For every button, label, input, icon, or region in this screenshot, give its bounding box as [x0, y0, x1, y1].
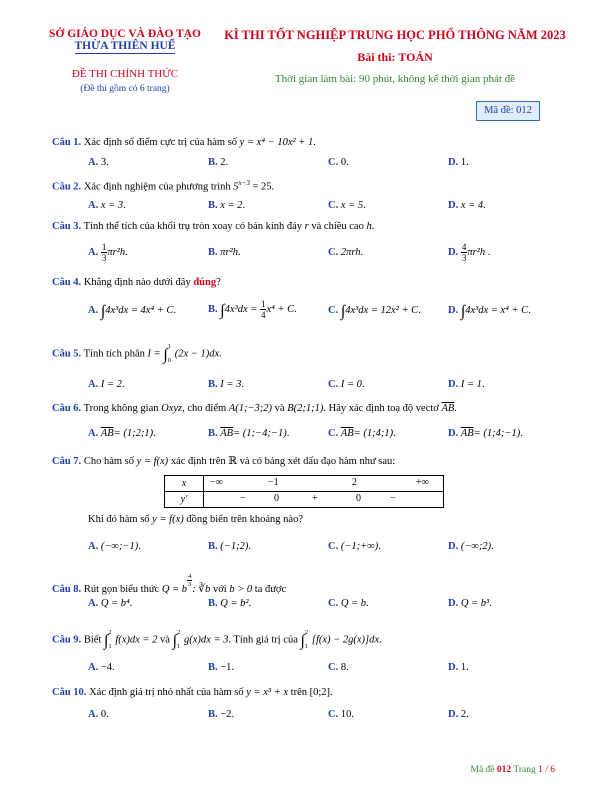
- option-label: C.: [328, 598, 339, 609]
- option-d[interactable]: D. ∫4x³dx = x⁴ + C.: [448, 303, 531, 320]
- sign: 0: [274, 493, 279, 504]
- denominator: 3: [101, 253, 107, 263]
- option-label: B.: [208, 662, 218, 673]
- denominator: 3: [188, 581, 192, 588]
- question-text: với: [212, 584, 227, 595]
- option-b[interactable]: B. (−1;2).: [208, 541, 251, 552]
- option-text: 0: [100, 709, 107, 720]
- option-label: C.: [328, 541, 339, 552]
- question-number: Câu 9.: [52, 634, 82, 646]
- numerator: 1: [101, 242, 107, 252]
- math: (2x − 1)dx: [174, 348, 220, 360]
- question-9: Câu 9. Biết ∫ 2 1 f(x)dx = 2 và ∫ 2 1 g(x)dx = 3. Tính giá trị của ∫ 2 1 [f(x) − 2g(x)]dx.: [52, 626, 382, 654]
- integral-limits: [168, 340, 175, 368]
- math: y = f(x): [136, 456, 169, 467]
- option-c[interactable]: C. x = 5.: [328, 200, 366, 211]
- option-label: B.: [208, 247, 218, 258]
- option-text: Q = b³: [460, 598, 490, 609]
- question-text: và: [274, 403, 285, 414]
- option-label: D.: [448, 709, 459, 720]
- option-b[interactable]: B. 2.: [208, 157, 229, 168]
- math: Q = b: [161, 584, 188, 595]
- question-7: [52, 455, 395, 467]
- option-text: x = 4: [460, 200, 484, 211]
- option-label: B.: [208, 200, 218, 211]
- punct: .: [371, 221, 375, 232]
- option-label: B.: [208, 379, 218, 390]
- option-a[interactable]: A. $\overline{AB}=$ (1;2;1).: [88, 428, 156, 439]
- option-text: 2πrh: [340, 247, 361, 258]
- integral-sign: ∫: [220, 301, 225, 319]
- option-text: 3: [100, 157, 107, 168]
- option-label: A.: [88, 709, 99, 720]
- question-2: [52, 179, 274, 193]
- option-a[interactable]: A. $\frac{1}{3}$ πr²h.: [88, 242, 128, 263]
- option-text: x = 2: [220, 200, 243, 211]
- subject: Bài thi: TOÁN: [357, 50, 433, 64]
- question-text: đồng biến trên khoảng nào?: [186, 514, 304, 525]
- option-label: D.: [448, 662, 459, 673]
- option-text: I = 2: [100, 379, 122, 390]
- vector: $\overline{AB}$: [100, 428, 114, 439]
- numerator: 1: [260, 299, 266, 309]
- option-label: A.: [88, 246, 99, 258]
- question-number: Câu 6.: [52, 403, 82, 414]
- denominator: 3: [461, 253, 467, 263]
- lower-limit: 1: [176, 643, 181, 650]
- question-number: Câu 4.: [52, 277, 82, 288]
- option-a[interactable]: A. −4.: [88, 662, 115, 673]
- option-label: D.: [448, 541, 459, 552]
- option-text: x = 5: [340, 200, 364, 211]
- emphasis: đúng: [193, 277, 217, 288]
- x-value: 2: [352, 477, 357, 488]
- option-d[interactable]: D. $\overline{AB}=$ (1;4;−1).: [448, 428, 523, 439]
- table-row: [165, 492, 444, 508]
- option-label: A.: [88, 598, 99, 609]
- option-text: 2: [220, 157, 226, 168]
- option-label: D.: [448, 379, 459, 390]
- option-text: 1: [460, 157, 467, 168]
- math: r: [304, 221, 309, 232]
- option-c[interactable]: C. 2πrh.: [328, 247, 364, 258]
- math: y = x³ + x: [246, 687, 289, 698]
- sign: 0: [356, 493, 361, 504]
- integral-sign: ∫: [163, 346, 168, 364]
- option-text: = (1;−4;−1): [233, 428, 287, 439]
- option-b[interactable]: B. ∫4x³dx = $\frac{1}{4}$ x⁴ + C.: [208, 299, 297, 320]
- vector: $\overline{AB}$: [340, 428, 354, 439]
- question-text: Xác định giá trị nhỏ nhất của hàm số: [89, 687, 244, 698]
- upper-limit: 1: [167, 343, 171, 350]
- integral-limits: [305, 626, 312, 654]
- option-label: A.: [88, 157, 99, 168]
- option-text: (−∞;2): [460, 541, 492, 552]
- math: Oxyz: [161, 403, 183, 414]
- option-label: A.: [88, 428, 99, 439]
- page-footer: [471, 765, 555, 775]
- footer-label: Mã đề: [470, 765, 495, 775]
- option-b[interactable]: B. x = 2.: [208, 200, 246, 211]
- punct: .: [454, 403, 457, 414]
- question-8: [52, 573, 286, 595]
- math: ℝ: [228, 456, 237, 467]
- option-text: 4x³dx = 12x² + C: [345, 305, 419, 316]
- question-text: Khi đó hàm số: [88, 514, 150, 525]
- option-a[interactable]: A. 3.: [88, 157, 109, 168]
- numerator: 4: [188, 573, 192, 580]
- integral-sign: ∫: [100, 303, 106, 320]
- question-number: Câu 5.: [52, 348, 82, 360]
- option-text: (−1;+∞): [340, 541, 379, 552]
- option-label: D.: [448, 246, 459, 258]
- lower-limit: 0: [167, 357, 171, 364]
- punct: ?: [216, 277, 221, 288]
- option-d[interactable]: D. I = 1.: [448, 379, 485, 390]
- math: y = f(x): [152, 514, 184, 525]
- option-text: πr²h: [107, 246, 126, 258]
- option-b[interactable]: B. −1.: [208, 662, 235, 673]
- option-d[interactable]: D. $\frac{4}{3}$ πr²h .: [448, 242, 491, 263]
- math: : ∛b: [192, 584, 211, 595]
- option-text: x = 3: [100, 200, 124, 211]
- sign: −: [240, 493, 246, 504]
- pages-note: (Đề thi gồm có 6 trang): [80, 84, 170, 94]
- time-note: Thời gian làm bài: 90 phút, không kể thời gian phát đề: [274, 73, 516, 85]
- question-text: xác định trên: [170, 456, 226, 467]
- option-label: C.: [328, 200, 339, 211]
- header-right: [215, 28, 575, 85]
- punct: .: [313, 137, 316, 148]
- question-text: . Tính giá trị của: [228, 634, 298, 646]
- question-number: Câu 2.: [52, 181, 82, 193]
- option-text: 0: [340, 157, 347, 168]
- question-10: [52, 687, 333, 698]
- question-number: Câu 8.: [52, 584, 82, 595]
- option-label: A.: [88, 662, 99, 673]
- question-text: và: [160, 634, 170, 646]
- option-label: A.: [88, 305, 99, 316]
- math: [0;2]: [309, 687, 331, 698]
- option-text: πr²h: [220, 247, 239, 258]
- option-b[interactable]: B. πr²h.: [208, 247, 241, 258]
- question-text: , cho điểm: [182, 403, 227, 414]
- question-4: [52, 277, 221, 288]
- vector: $\overline{AB}$: [441, 403, 455, 414]
- option-d[interactable]: D. (−∞;2).: [448, 541, 494, 552]
- option-c[interactable]: C. I = 0.: [328, 379, 365, 390]
- x-value: −1: [268, 477, 279, 488]
- math: = 25: [252, 181, 272, 193]
- question-7-follow: [88, 514, 303, 525]
- integral-sign: ∫: [103, 632, 109, 650]
- exam-title: KÌ THI TỐT NGHIỆP TRUNG HỌC PHỔ THÔNG NĂM 2023: [224, 28, 566, 42]
- upper-limit: 2: [176, 629, 181, 636]
- option-c[interactable]: C. (−1;+∞).: [328, 541, 381, 552]
- option-d[interactable]: D. Q = b³.: [448, 598, 492, 609]
- question-text: Xác định nghiệm của phương trình: [83, 181, 231, 193]
- option-b[interactable]: B. Q = b².: [208, 598, 252, 609]
- question-text: Trong không gian: [83, 403, 159, 414]
- punct: .: [330, 687, 333, 698]
- option-d[interactable]: D. x = 4.: [448, 200, 486, 211]
- option-text: = (1;2;1): [113, 428, 154, 439]
- vector: $\overline{AB}$: [220, 428, 234, 439]
- footer-label: Trang: [513, 765, 536, 775]
- option-text: πr²h: [467, 246, 486, 258]
- math: B(2;1;1): [287, 403, 324, 414]
- dept-line2: THỪA THIÊN HUẾ: [74, 40, 176, 52]
- option-text: = (1;4;−1): [473, 428, 521, 439]
- option-label: B.: [208, 541, 218, 552]
- option-text: Q = b²: [220, 598, 249, 609]
- option-text: Q = b: [340, 598, 367, 609]
- sign-table: [164, 475, 444, 508]
- option-text: −1: [220, 662, 232, 673]
- option-text: −4: [100, 662, 113, 673]
- option-label: D.: [448, 200, 459, 211]
- option-a[interactable]: A. 0.: [88, 709, 109, 720]
- integral-sign: ∫: [460, 303, 466, 320]
- option-text: 1: [460, 662, 467, 673]
- footer-code: 012: [496, 765, 512, 775]
- option-label: B.: [208, 157, 218, 168]
- option-label: B.: [208, 709, 218, 720]
- question-5: Câu 5. Tính tích phân I = ∫ 1 0 (2x − 1)dx.: [52, 340, 222, 368]
- question-number: Câu 10.: [52, 687, 87, 698]
- option-a[interactable]: A. Q = b⁴.: [88, 598, 133, 609]
- integral-sign: ∫: [300, 632, 305, 650]
- option-d[interactable]: D. 1.: [448, 662, 469, 673]
- upper-limit: 2: [108, 629, 112, 636]
- option-c[interactable]: C. 8.: [328, 662, 349, 673]
- question-text: ta được: [254, 584, 287, 595]
- math: f(x)dx = 2: [115, 634, 158, 646]
- option-text: 2: [460, 709, 467, 720]
- option-a[interactable]: A. I = 2.: [88, 379, 125, 390]
- table-header: x: [165, 476, 204, 492]
- option-label: B.: [208, 598, 218, 609]
- option-text: I = 0: [340, 379, 362, 390]
- vector: $\overline{AB}$: [460, 428, 474, 439]
- option-label: A.: [88, 541, 99, 552]
- math: h: [366, 221, 372, 232]
- option-a[interactable]: A. ∫4x³dx = 4x⁴ + C.: [88, 303, 177, 320]
- option-text: (−1;2): [220, 541, 249, 552]
- question-1: [52, 137, 316, 148]
- option-text: I = 3: [220, 379, 242, 390]
- question-number: Câu 7.: [52, 456, 82, 467]
- table-row: [165, 476, 444, 492]
- lower-limit: 1: [108, 643, 112, 650]
- option-label: C.: [328, 157, 339, 168]
- option-text: = (1;4;1): [353, 428, 394, 439]
- x-value: −∞: [210, 477, 223, 488]
- sign: −: [390, 493, 396, 504]
- math-exponent: x−3: [238, 179, 250, 187]
- table-header: y′: [165, 492, 204, 508]
- official-label: ĐỀ THI CHÍNH THỨC: [71, 68, 179, 80]
- question-text: Rút gọn biểu thức: [83, 584, 160, 595]
- question-6: [52, 403, 457, 414]
- option-text: 4x³dx =: [224, 303, 258, 315]
- question-text: và chiều cao: [311, 221, 364, 232]
- sign: +: [312, 493, 318, 504]
- x-value: +∞: [416, 477, 429, 488]
- option-label: D.: [448, 428, 459, 439]
- option-c[interactable]: C. 10.: [328, 709, 354, 720]
- option-b[interactable]: B. I = 3.: [208, 379, 244, 390]
- option-label: A.: [88, 379, 99, 390]
- question-text: Xác định số điểm cực trị của hàm số: [83, 137, 238, 148]
- option-text: I = 1: [460, 379, 482, 390]
- question-text: và có bảng xét dấu đạo hàm như sau:: [239, 456, 396, 467]
- lower-limit: 1: [304, 643, 309, 650]
- option-text: x⁴ + C: [266, 303, 295, 315]
- option-label: A.: [88, 200, 99, 211]
- upper-limit: 2: [304, 629, 309, 636]
- exam-code-box: Mã đề: 012: [476, 101, 540, 121]
- question-text: Biết: [83, 634, 102, 646]
- option-c[interactable]: C. Q = b.: [328, 598, 369, 609]
- question-text: Cho hàm số: [83, 456, 134, 467]
- question-3: [52, 221, 374, 232]
- option-label: C.: [328, 379, 339, 390]
- denominator: 4: [260, 310, 266, 320]
- option-c[interactable]: C. $\overline{AB}=$ (1;4;1).: [328, 428, 396, 439]
- option-a[interactable]: A. (−∞;−1).: [88, 541, 141, 552]
- math: I =: [147, 348, 161, 360]
- table-cell: [204, 492, 444, 508]
- punct: .: [271, 181, 275, 193]
- option-label: D.: [448, 305, 459, 316]
- question-number: Câu 3.: [52, 221, 82, 232]
- question-text: Tính thể tích của khối trụ tròn xoay có bán kính đáy: [83, 221, 303, 232]
- option-text: Q = b⁴: [100, 598, 130, 609]
- option-label: C.: [328, 428, 339, 439]
- option-text: 4x³dx = 4x⁴ + C: [105, 305, 174, 316]
- option-label: C.: [328, 709, 339, 720]
- table-cell: [204, 476, 444, 492]
- option-label: B.: [208, 428, 218, 439]
- math: b > 0: [229, 584, 253, 595]
- math: y = x⁴ − 10x² + 1: [239, 137, 314, 148]
- question-text: Khẳng định nào dưới đây: [83, 277, 191, 288]
- option-b[interactable]: B. $\overline{AB}=$ (1;−4;−1).: [208, 428, 290, 439]
- option-d[interactable]: D. 2.: [448, 709, 469, 720]
- option-text: −2: [220, 709, 232, 720]
- option-label: C.: [328, 305, 339, 316]
- math: 5: [233, 181, 239, 193]
- option-text: (−∞;−1): [100, 541, 139, 552]
- dept-line1: SỞ GIÁO DỤC VÀ ĐÀO TẠO: [49, 28, 201, 40]
- question-text: Tính tích phân: [83, 348, 145, 360]
- numerator: 4: [461, 242, 467, 252]
- option-label: B.: [208, 303, 218, 315]
- option-c[interactable]: C. ∫4x³dx = 12x² + C.: [328, 303, 421, 320]
- page-number: 1 / 6: [538, 765, 555, 775]
- question-number: Câu 1.: [52, 137, 82, 148]
- math: g(x)dx = 3: [183, 634, 229, 646]
- math: A(1;−3;2): [228, 403, 273, 414]
- option-c[interactable]: C. 0.: [328, 157, 349, 168]
- option-label: D.: [448, 157, 459, 168]
- integral-limits: [177, 626, 184, 654]
- integral-sign: ∫: [172, 632, 177, 650]
- option-text: 8: [340, 662, 347, 673]
- header-left: [40, 28, 210, 94]
- option-text: 4x³dx = x⁴ + C: [465, 305, 529, 316]
- integral-sign: ∫: [340, 303, 346, 320]
- option-label: C.: [328, 662, 339, 673]
- option-text: 10: [340, 709, 352, 720]
- option-label: C.: [328, 247, 339, 258]
- question-text: trên: [290, 687, 307, 698]
- option-d[interactable]: D. 1.: [448, 157, 469, 168]
- question-text: . Hãy xác định toạ độ vectơ: [323, 403, 439, 414]
- option-b[interactable]: B. −2.: [208, 709, 235, 720]
- option-a[interactable]: A. x = 3.: [88, 200, 126, 211]
- math: [f(x) − 2g(x)]dx: [311, 634, 380, 646]
- option-label: D.: [448, 598, 459, 609]
